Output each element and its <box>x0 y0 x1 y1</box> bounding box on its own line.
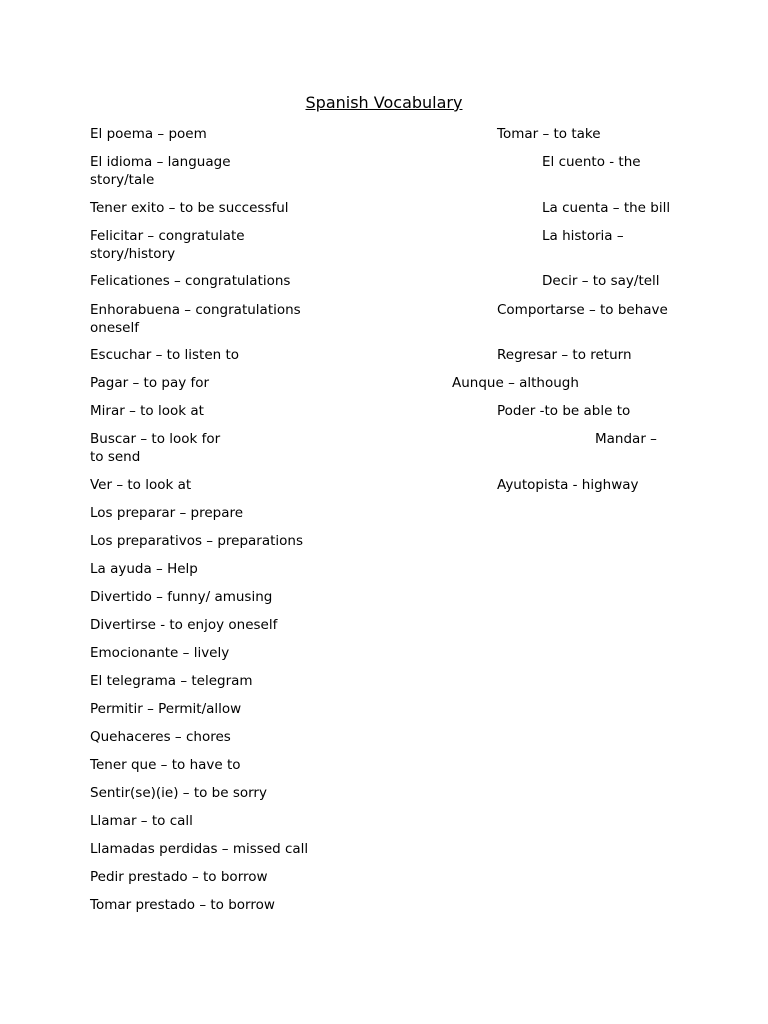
vocab-left: El idioma – language <box>90 154 231 170</box>
vocab-left: Pagar – to pay for <box>90 375 210 391</box>
vocab-left: Enhorabuena – congratulations <box>90 302 301 318</box>
vocab-left: Sentir(se)(ie) – to be sorry <box>90 785 267 801</box>
vocab-right: La cuenta – the bill <box>542 200 671 216</box>
vocab-left: El poema – poem <box>90 126 207 142</box>
vocab-left: Tener exito – to be successful <box>90 200 289 216</box>
vocab-right: La historia – <box>542 228 624 244</box>
vocab-right: Tomar – to take <box>497 126 601 142</box>
vocab-right: Aunque – although <box>452 375 579 391</box>
page-title: Spanish Vocabulary <box>305 93 463 112</box>
vocab-left: Llamar – to call <box>90 813 193 829</box>
vocab-left: El telegrama – telegram <box>90 673 253 689</box>
vocab-left: Ver – to look at <box>90 477 192 493</box>
vocab-left: Los preparar – prepare <box>90 505 244 521</box>
vocab-left: Felicitar – congratulate <box>90 228 245 244</box>
vocab-right: El cuento - the <box>542 154 641 170</box>
vocab-left: Llamadas perdidas – missed call <box>90 841 309 857</box>
vocab-right: Decir – to say/tell <box>542 273 660 289</box>
vocab-left: Buscar – to look for <box>90 431 221 447</box>
vocab-left: Los preparativos – preparations <box>90 533 304 549</box>
vocab-right: Ayutopista - highway <box>497 477 639 493</box>
vocab-left: Mirar – to look at <box>90 403 204 419</box>
vocab-left: Emocionante – lively <box>90 645 230 661</box>
vocab-left: Divertirse - to enjoy oneself <box>90 617 278 633</box>
vocab-left: Pedir prestado – to borrow <box>90 869 268 885</box>
vocab-left: Tener que – to have to <box>90 757 241 773</box>
vocab-left: Tomar prestado – to borrow <box>90 897 275 913</box>
vocab-left: Escuchar – to listen to <box>90 347 240 363</box>
vocab-right: Comportarse – to behave <box>497 302 668 318</box>
vocab-wrap: story/history <box>90 246 176 262</box>
vocab-wrap: oneself <box>90 320 139 336</box>
vocab-left: Permitir – Permit/allow <box>90 701 242 717</box>
vocab-left: Felicationes – congratulations <box>90 273 291 289</box>
vocab-right: Regresar – to return <box>497 347 632 363</box>
vocab-wrap: to send <box>90 449 141 465</box>
vocab-right: Mandar – <box>595 431 657 447</box>
vocab-left: Divertido – funny/ amusing <box>90 589 273 605</box>
vocab-wrap: story/tale <box>90 172 155 188</box>
vocab-right: Poder -to be able to <box>497 403 631 419</box>
vocab-left: La ayuda – Help <box>90 561 198 577</box>
vocab-left: Quehaceres – chores <box>90 729 231 745</box>
